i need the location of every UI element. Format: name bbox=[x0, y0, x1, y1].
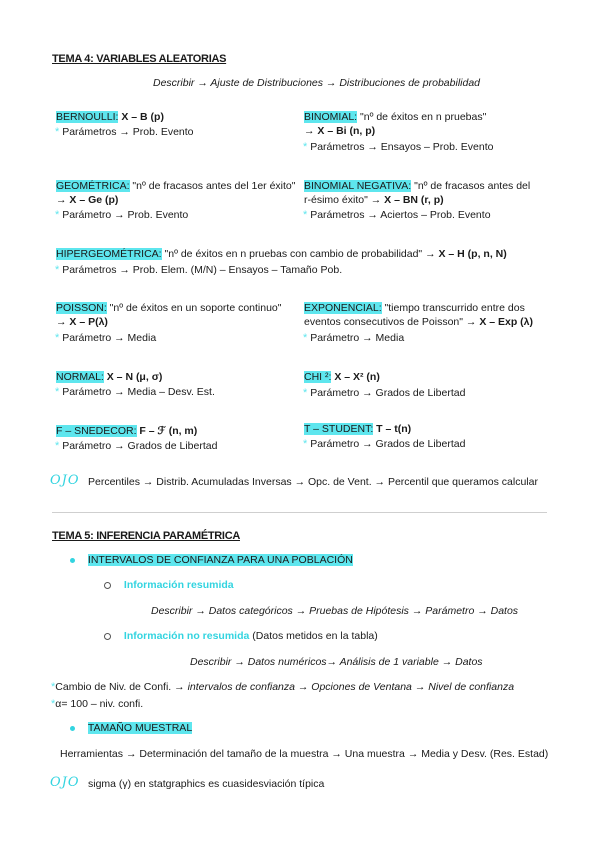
star-icon: * bbox=[303, 141, 308, 153]
info-no-resumida-item bbox=[104, 630, 378, 642]
ojo-label-2: OJO bbox=[50, 775, 80, 790]
bernoulli-params bbox=[55, 126, 194, 138]
hiper-params-text: Parámetros → Prob. Elem. (M/N) – Ensayos – Tamaño Pob. bbox=[62, 264, 343, 276]
geometrica-heading bbox=[56, 180, 295, 192]
poisson-desc: "nº de éxitos en un soporte continuo" bbox=[106, 302, 282, 314]
geometrica-params-text: Parámetro → Prob. Evento bbox=[62, 209, 189, 221]
ojo-text-2: sigma (γ) en statgraphics es cuasidesviación típica bbox=[88, 778, 325, 790]
normal-name: NORMAL: bbox=[56, 371, 104, 383]
binomial-params bbox=[303, 141, 493, 153]
info-no-resumida-label: Información no resumida bbox=[123, 630, 250, 642]
bernoulli-heading bbox=[56, 111, 164, 123]
exponencial-name: EXPONENCIAL: bbox=[304, 302, 382, 314]
star-icon: * bbox=[51, 681, 56, 693]
route-resumida: Describir → Datos categóricos → Pruebas de Hipótesis → Parámetro → Datos bbox=[151, 605, 519, 617]
star-icon: * bbox=[55, 332, 60, 344]
chi-params bbox=[303, 387, 465, 399]
normal-params bbox=[55, 386, 215, 398]
star-icon: * bbox=[303, 332, 308, 344]
chi-name: CHI ²: bbox=[304, 371, 332, 383]
bernoulli-name: BERNOULLI: bbox=[56, 111, 119, 123]
info-resumida-item bbox=[104, 579, 234, 591]
divider bbox=[52, 512, 547, 513]
bullet-icon bbox=[70, 558, 75, 563]
normal-heading bbox=[56, 371, 162, 383]
binneg-params-text: Parámetros → Aciertos – Prob. Evento bbox=[310, 209, 491, 221]
geometrica-formula: → X – Ge (p) bbox=[56, 194, 119, 206]
nivel-route: intervalos de confianza → Opciones de Ventana → Nivel de confianza bbox=[187, 681, 515, 693]
alpha-line bbox=[51, 698, 143, 710]
hiper-formula: X – H (p, n, N) bbox=[438, 248, 507, 260]
chi-params-text: Parámetro → Grados de Libertad bbox=[310, 387, 466, 399]
exponencial-params bbox=[303, 332, 404, 344]
star-icon: * bbox=[55, 264, 60, 276]
normal-params-text: Parámetro → Media – Desv. Est. bbox=[62, 386, 215, 398]
exponencial-heading bbox=[304, 302, 525, 314]
binomial-desc: "nº de éxitos en n pruebas" bbox=[357, 111, 487, 123]
route-no-resumida: Describir → Datos numéricos→ Análisis de 1 variable → Datos bbox=[190, 656, 483, 668]
binomial-name: BINOMIAL: bbox=[304, 111, 358, 123]
snedecor-heading bbox=[56, 425, 197, 437]
nivel-confianza bbox=[51, 681, 514, 693]
bullet-icon bbox=[70, 726, 75, 731]
snedecor-params-text: Parámetro → Grados de Libertad bbox=[62, 440, 218, 452]
bernoulli-params-text: Parámetros → Prob. Evento bbox=[62, 126, 194, 138]
alpha-text: α= 100 – niv. confi. bbox=[55, 698, 144, 710]
geometrica-desc: "nº de fracasos antes del 1er éxito" bbox=[129, 180, 296, 192]
student-name: T – STUDENT: bbox=[304, 423, 374, 435]
snedecor-formula: F – ℱ (n, m) bbox=[136, 425, 198, 437]
binneg-heading bbox=[304, 180, 530, 192]
star-icon: * bbox=[55, 440, 60, 452]
poisson-formula: → X – P(λ) bbox=[56, 316, 108, 328]
normal-formula: X – N (μ, σ) bbox=[103, 371, 163, 383]
star-icon: * bbox=[303, 438, 308, 450]
hiper-name: HIPERGEOMÉTRICA: bbox=[56, 248, 162, 260]
ojo-label-1: OJO bbox=[50, 473, 80, 488]
star-icon: * bbox=[51, 698, 56, 710]
student-params-text: Parámetro → Grados de Libertad bbox=[310, 438, 466, 450]
exponencial-formula: X – Exp (λ) bbox=[479, 316, 534, 328]
binomial-heading bbox=[304, 111, 486, 123]
snedecor-params bbox=[55, 440, 217, 452]
ojo-text-1: Percentiles → Distrib. Acumuladas Inversas → Opc. de Vent. → Percentil que queramos calcular bbox=[88, 476, 538, 488]
circle-bullet-icon bbox=[104, 582, 111, 589]
student-formula: T – t(n) bbox=[373, 423, 412, 435]
intervalos-label: INTERVALOS DE CONFIANZA PARA UNA POBLACIÓN bbox=[87, 554, 353, 566]
geometrica-params bbox=[55, 209, 188, 221]
route-tema4: Describir → Ajuste de Distribuciones → Distribuciones de probabilidad bbox=[153, 77, 481, 89]
tamano-item bbox=[70, 722, 192, 734]
poisson-params bbox=[55, 332, 156, 344]
info-resumida-label: Información resumida bbox=[123, 579, 234, 591]
nivel-prefix: Cambio de Niv. de Confi. → bbox=[55, 681, 188, 693]
hiper-heading bbox=[56, 248, 507, 260]
circle-bullet-icon bbox=[104, 633, 111, 640]
exponencial-desc: "tiempo transcurrido entre dos bbox=[381, 302, 525, 314]
binomial-formula: → X – Bi (n, p) bbox=[304, 125, 376, 137]
binneg-desc: "nº de fracasos antes del bbox=[411, 180, 531, 192]
poisson-heading bbox=[56, 302, 282, 314]
intervalos-item bbox=[70, 554, 353, 566]
exponencial-line2 bbox=[304, 316, 533, 328]
tamano-label: TAMAÑO MUESTRAL bbox=[87, 722, 193, 734]
student-heading bbox=[304, 423, 411, 435]
chi-formula: X – Χ² (n) bbox=[331, 371, 380, 383]
star-icon: * bbox=[303, 209, 308, 221]
student-params bbox=[303, 438, 465, 450]
poisson-params-text: Parámetro → Media bbox=[62, 332, 157, 344]
hiper-desc: "nº de éxitos en n pruebas con cambio de probabilidad" → bbox=[161, 248, 439, 260]
binneg-name: BINOMIAL NEGATIVA: bbox=[304, 180, 412, 192]
snedecor-name: F – SNEDECOR: bbox=[56, 425, 137, 437]
info-no-resumida-note: (Datos metidos en la tabla) bbox=[249, 630, 378, 642]
binneg-formula: X – BN (r, p) bbox=[384, 194, 444, 206]
chi-heading bbox=[304, 371, 380, 383]
star-icon: * bbox=[55, 209, 60, 221]
section-title-tema5: TEMA 5: INFERENCIA PARAMÉTRICA bbox=[52, 530, 240, 542]
star-icon: * bbox=[55, 126, 60, 138]
binneg-params bbox=[303, 209, 491, 221]
poisson-name: POISSON: bbox=[56, 302, 107, 314]
section-title-tema4: TEMA 4: VARIABLES ALEATORIAS bbox=[52, 53, 227, 65]
herramientas-route: Herramientas → Determinación del tamaño de la muestra → Una muestra → Media y Desv. (Res. Estad) bbox=[60, 748, 549, 760]
star-icon: * bbox=[303, 387, 308, 399]
star-icon: * bbox=[55, 386, 60, 398]
exponencial-params-text: Parámetro → Media bbox=[310, 332, 405, 344]
binomial-params-text: Parámetros → Ensayos – Prob. Evento bbox=[310, 141, 494, 153]
hiper-params bbox=[55, 264, 342, 276]
binneg-line2 bbox=[304, 194, 444, 206]
exponencial-desc2: eventos consecutivos de Poisson" → bbox=[304, 316, 480, 328]
geometrica-name: GEOMÉTRICA: bbox=[56, 180, 130, 192]
bernoulli-formula: X – B (p) bbox=[121, 111, 164, 123]
binneg-desc2: r-ésimo éxito" → bbox=[304, 194, 385, 206]
